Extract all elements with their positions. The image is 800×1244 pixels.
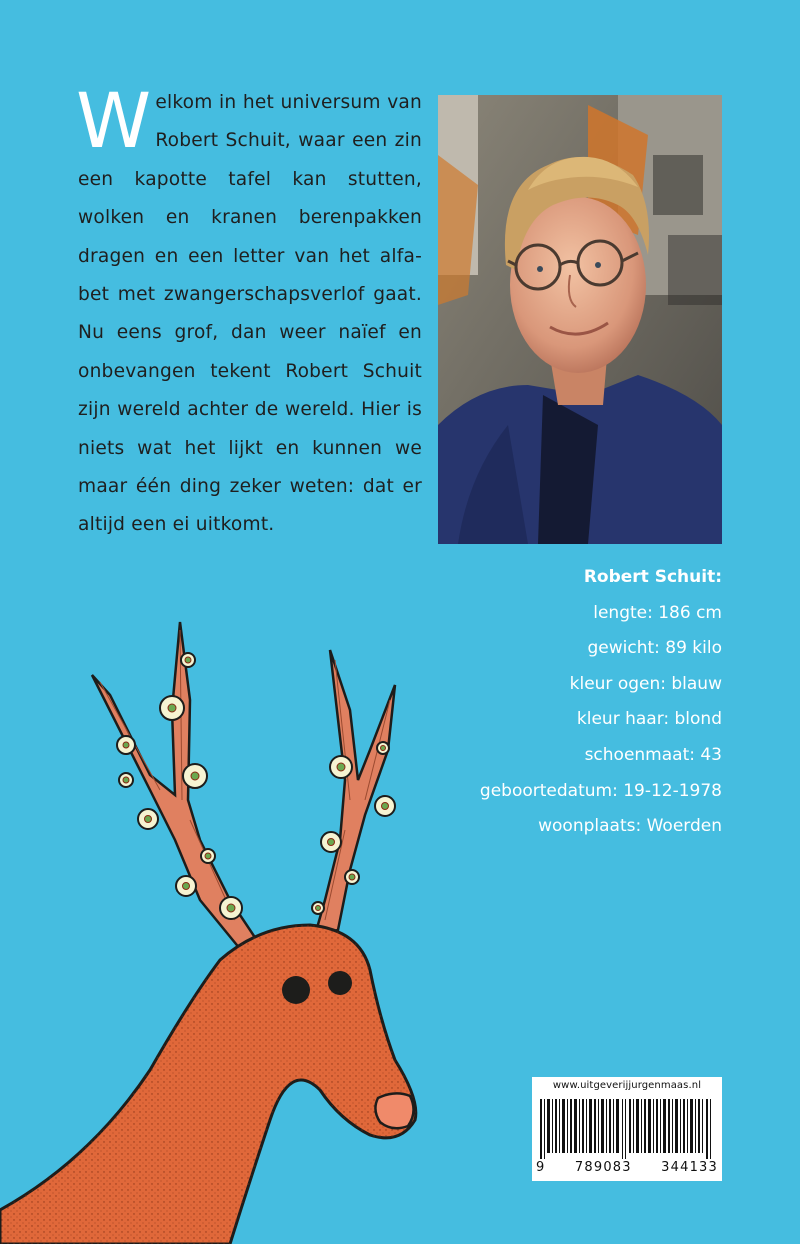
deer-nose	[375, 1093, 413, 1128]
barcode-bars	[538, 1099, 716, 1159]
info-birthdate: geboortedatum: 19-12-1978	[479, 780, 722, 801]
info-eye-color: kleur ogen: blauw	[569, 673, 722, 694]
info-residence: woonplaats: Woerden	[538, 816, 722, 837]
info-hair-color: kleur haar: blond	[576, 709, 722, 730]
isbn-lead-digit: 9	[536, 1160, 546, 1175]
antler-right	[315, 650, 395, 935]
dropcap-letter: W	[76, 76, 152, 165]
deer-illustration	[0, 600, 480, 1244]
author-name: Robert Schuit:	[583, 567, 722, 587]
publisher-url: www.uitgeverijjurgenmaas.nl	[552, 1080, 702, 1091]
info-height: lengte: 186 cm	[593, 602, 722, 623]
info-weight: gewicht: 89 kilo	[587, 638, 722, 659]
isbn-barcode	[532, 1077, 722, 1181]
blurb-text: elkom in het universum van Robert Schuit, waar een zin een kapotte tafel kan stutten, wolken en kranen berenpakken dragen en een letter van het alfa-bet met zwangerschapsverlof gaat. Nu eens grof, dan weer naïef en onbevangen tekent Robert Schuit zijn wereld achter de wereld. Hier is niets wat het lijkt en kunnen we maar één ding zeker weten: dat er altijd een ei uitkomt.	[78, 92, 422, 536]
isbn-number	[536, 1160, 718, 1175]
deer-head	[0, 925, 416, 1244]
info-shoe-size: schoenmaat: 43	[584, 744, 722, 765]
deer-eye-right	[328, 971, 352, 995]
deer-eye-left	[282, 976, 310, 1004]
author-photo	[438, 95, 722, 544]
back-cover-blurb	[76, 76, 422, 545]
isbn-group-2: 344133	[661, 1160, 718, 1175]
isbn-group-1: 789083	[574, 1160, 632, 1175]
